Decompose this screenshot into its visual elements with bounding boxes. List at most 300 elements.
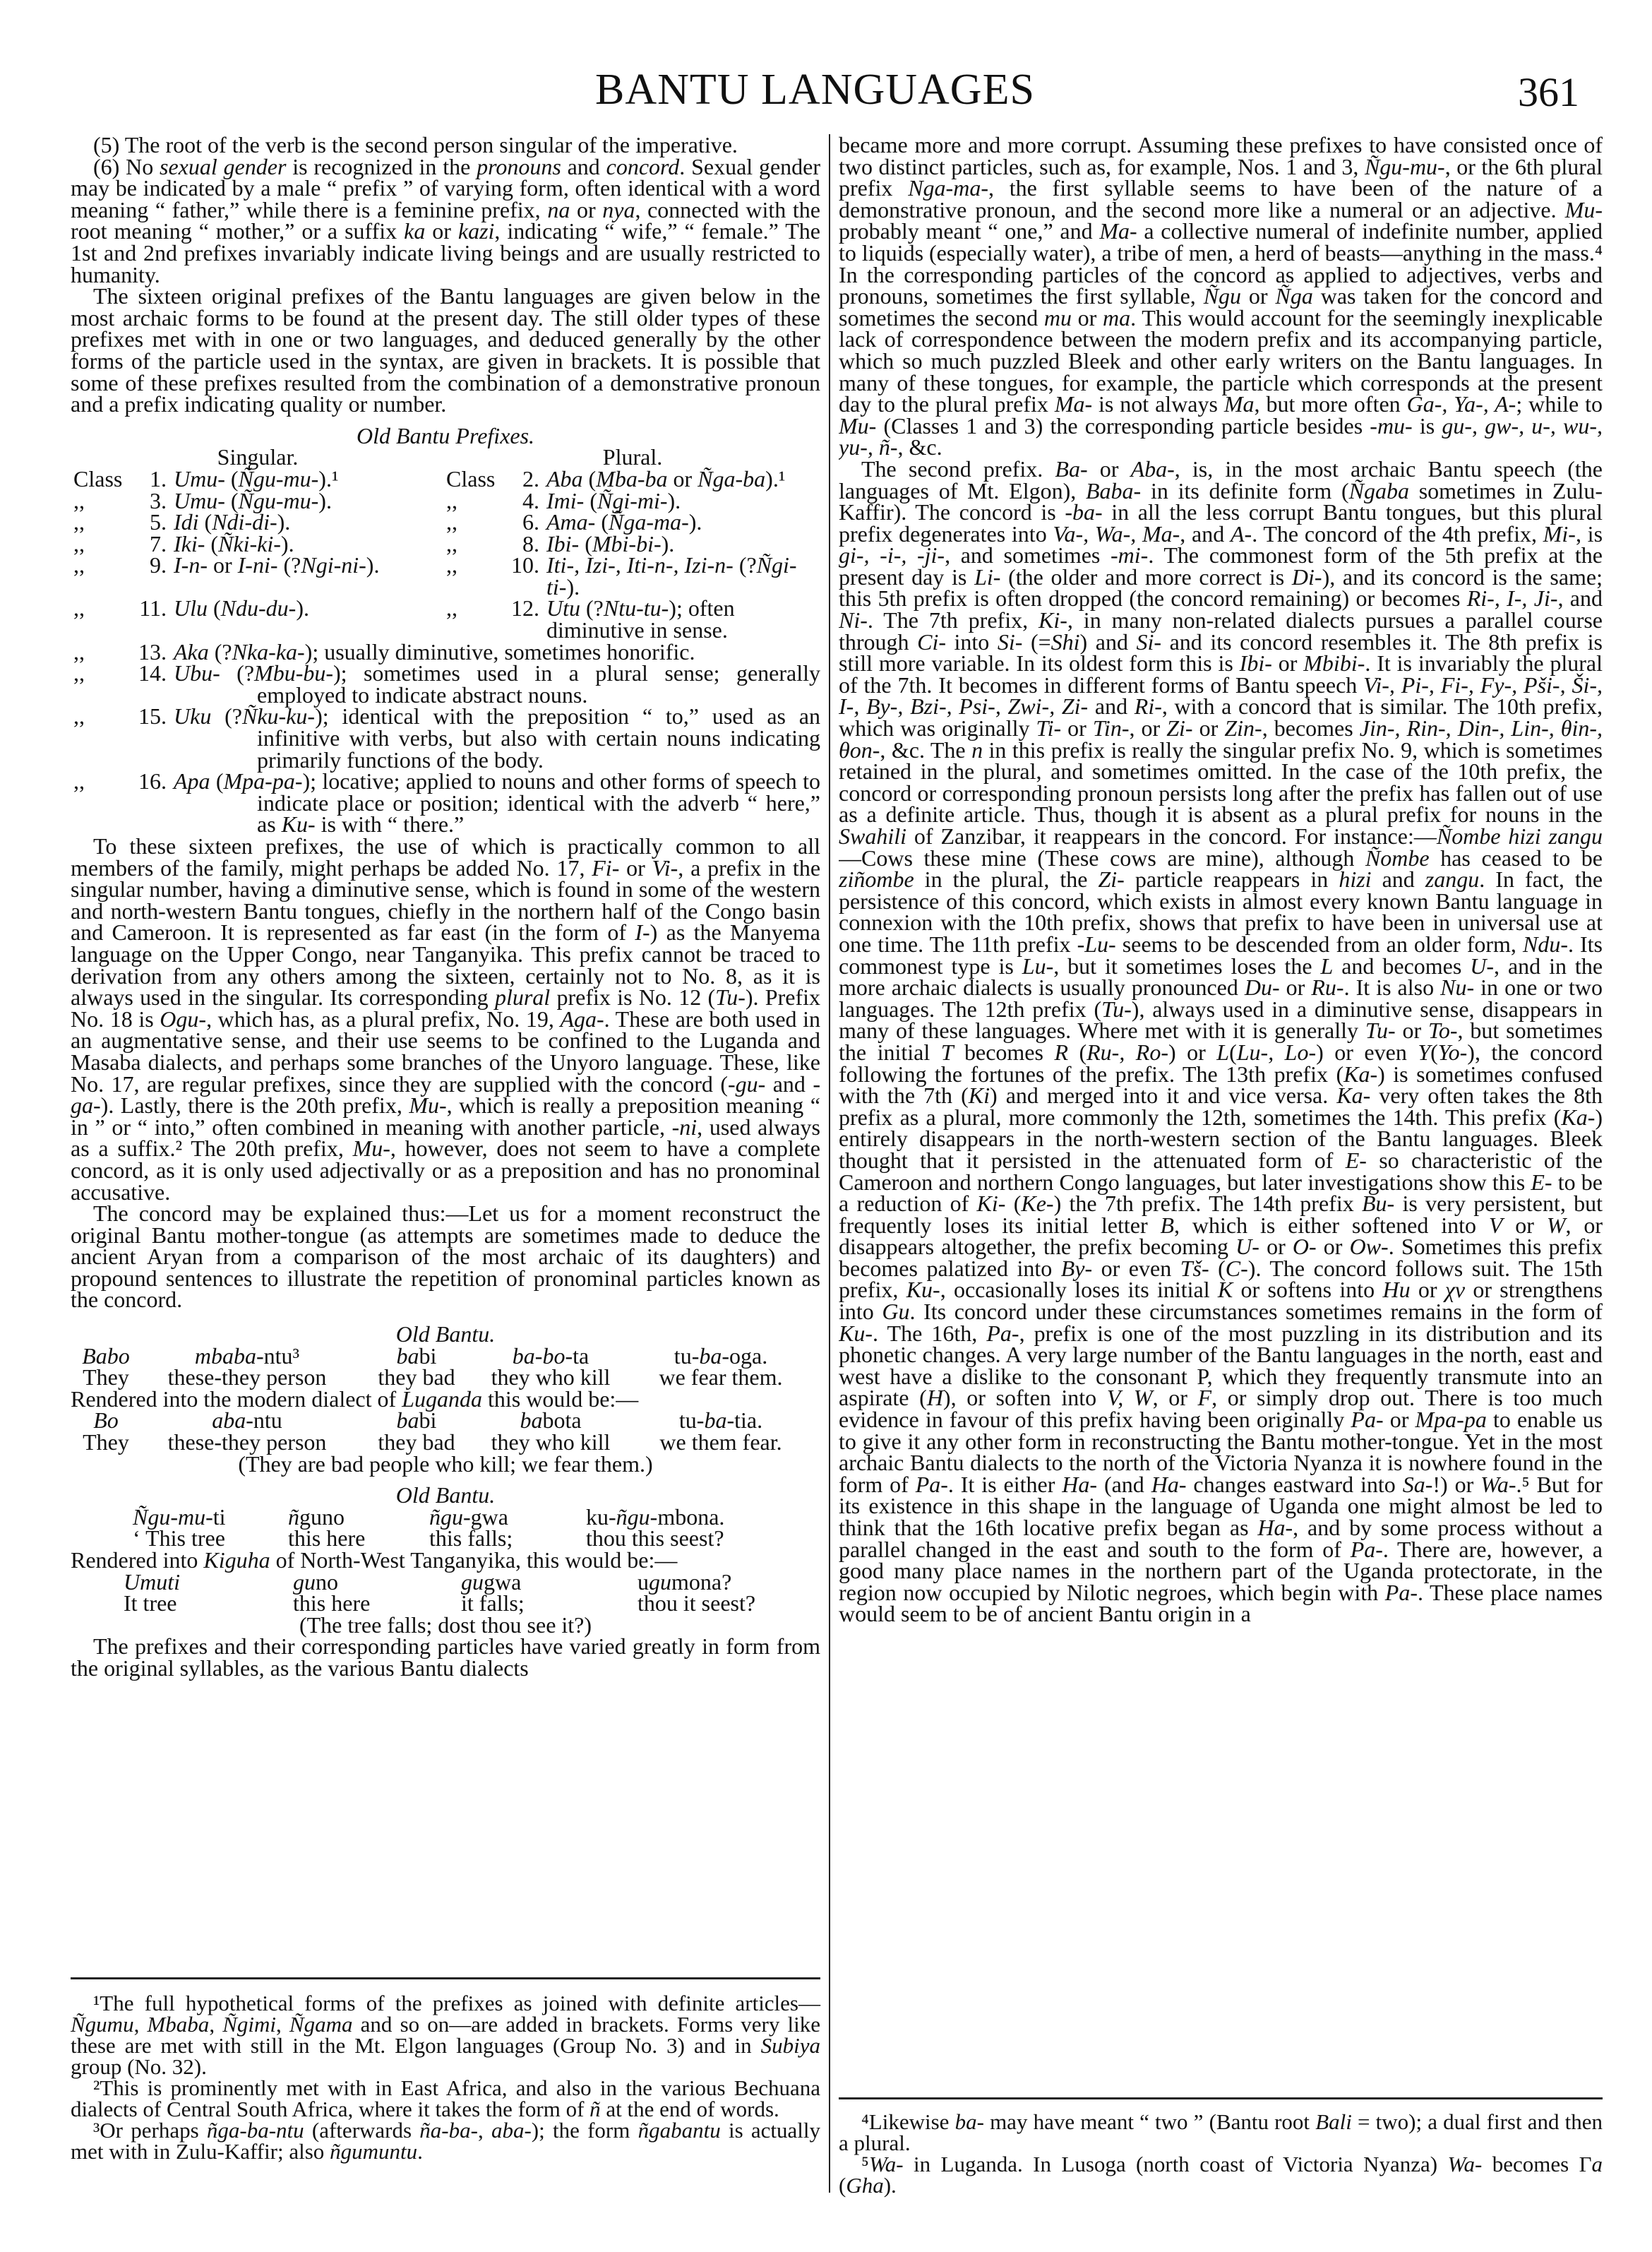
text-run: ) and [1079, 628, 1137, 655]
interlinear-word [71, 1342, 141, 1369]
text-run: or [425, 218, 458, 244]
interlinear-word [124, 1568, 293, 1595]
prefix-description [174, 768, 820, 838]
gloss-word: thou this seest? [586, 1525, 724, 1551]
italic-text: Ha- [1257, 1515, 1293, 1540]
italic-text: gu-, gw-, u-, wu-, yu-, ñ- [839, 412, 1603, 460]
gloss-word: we fear them. [659, 1364, 783, 1390]
prefix-description [174, 660, 820, 708]
italic-text: Ka- [1561, 1104, 1596, 1130]
class-label: ,, [73, 509, 85, 535]
text-run: (Classes 1 and 3) the corresponding particle besides [876, 412, 1370, 439]
text-run: , [133, 2012, 148, 2037]
paragraph [839, 455, 1603, 1627]
italic-text: Ngi-ni- [301, 552, 366, 578]
italic-text: Apa [174, 768, 210, 794]
italic-text: Zi- [1098, 866, 1125, 893]
italic-text: n [971, 737, 983, 763]
italic-text: Ma [1223, 391, 1255, 417]
spacer [71, 1527, 133, 1549]
text-run: ( [1229, 1039, 1237, 1065]
italic-text: Ma- [1099, 218, 1137, 244]
italic-text: Ñgu-mu- [238, 465, 319, 491]
text-run: .⁵ But for its existence in this shape in the language of Uganda one might almost be led to think that the 16th locative prefix began as [839, 1471, 1603, 1540]
text-run: . The commonest form of the 5th prefix at the present day is [839, 542, 1603, 590]
italic-text: Ki- [1039, 607, 1067, 633]
text-run: in Luganda. In Lusoga (north coast of Victoria Nyanza) [903, 2152, 1448, 2176]
text-run: into [945, 628, 998, 655]
italic-text: Mu- [352, 1136, 390, 1162]
class-number: 15. [138, 703, 167, 729]
text-run: -oga. [722, 1342, 768, 1369]
italic-text: V [1488, 1212, 1503, 1238]
text-run: ). [883, 2173, 897, 2198]
italic-text: Mba-ba [596, 465, 668, 491]
italic-text: ba [396, 1407, 419, 1434]
italic-text: a [1591, 2152, 1603, 2176]
text-run: ( [579, 530, 592, 556]
paragraph [71, 1633, 820, 1681]
text-run: , is [1575, 520, 1603, 547]
interlinear-word [638, 1568, 820, 1595]
italic-text: Ñku-ku- [242, 703, 316, 729]
italic-text: Umu- [174, 487, 225, 513]
gloss-word: They [83, 1429, 129, 1455]
italic-text: Babo [82, 1342, 130, 1369]
text-run: . There are, however, a good many place names in the northern part of the Uganda protectorate, in the region now occupied by Nilotic negroes, which begin with [839, 1536, 1603, 1605]
text-run: ) the 7th prefix. The 14th prefix [1053, 1191, 1362, 1217]
italic-text: E- [1531, 1169, 1552, 1195]
text-run: (afterwards [304, 2118, 420, 2143]
class-label: ,, [446, 509, 457, 535]
italic-text: C- [1225, 1255, 1248, 1281]
text-run: ( [1430, 1039, 1438, 1065]
text-run: Rendered into the modern dialect of [71, 1386, 402, 1412]
text-run: —Cows these mine (These cows are mine), although [839, 845, 1365, 871]
text-run: -ntu [246, 1407, 282, 1434]
text-run: bota [542, 1407, 582, 1434]
prefix-row [71, 511, 820, 533]
interlinear-word [293, 1568, 461, 1595]
italic-text: Ñki-ki- [218, 530, 281, 556]
italic-text: Di- [1291, 564, 1322, 590]
italic-text: Subiya [760, 2033, 820, 2058]
class-number: 5. [150, 509, 167, 535]
text-run: may have meant “ two ” (Bantu root [983, 2109, 1316, 2134]
text-run: , or [1129, 715, 1167, 741]
text-run: ; while to [1516, 391, 1603, 417]
text-run: ¹The full hypothetical forms of the prefixes as joined with definite articles— [93, 1991, 820, 2015]
example-translation: (They are bad people who kill; we fear them.) [238, 1450, 653, 1477]
italic-text: Ntu-tu- [603, 595, 669, 621]
footnote-2 [71, 2075, 820, 2121]
text-run: became more and more corrupt. Assuming these prefixes to have consisted once of two distinct particles, such as, for example, Nos. 1 and 3, [839, 134, 1603, 179]
class-label: ,, [73, 703, 85, 729]
interlinear-gloss [71, 1527, 820, 1549]
plural-prefix [546, 487, 820, 513]
text-run: ³Or perhaps [93, 2118, 207, 2143]
italic-text: ña-ba- [419, 2118, 478, 2143]
text-run: or [207, 552, 238, 578]
text-run: . Sometimes this prefix becomes palatized into [839, 1234, 1603, 1281]
italic-text: Iki- [174, 530, 205, 556]
italic-text: Ku- [281, 811, 316, 838]
class-number: 2. [522, 465, 539, 491]
text-run: , [477, 2118, 491, 2143]
text-run: . The 16th, [873, 1320, 987, 1346]
italic-text: To- [1428, 1018, 1458, 1044]
italic-text: ka [404, 218, 426, 244]
text-run: or [1383, 1407, 1415, 1433]
text-run: ). [688, 509, 702, 535]
text-run: , which is really a preposition meaning “ in ” or “ into,” often combined in meaning with another particle, [71, 1092, 820, 1140]
prefix-row [71, 597, 820, 641]
text-run: or [1316, 1234, 1350, 1260]
italic-text: Gha [846, 2173, 884, 2198]
paragraph [71, 285, 820, 415]
italic-text: aba [212, 1407, 246, 1434]
gloss-word: They [83, 1364, 129, 1390]
singular-label: Singular. [217, 444, 299, 470]
text-run: no [316, 1568, 338, 1595]
text-run: ) or [1168, 1039, 1217, 1065]
plural-prefix [546, 511, 820, 533]
italic-text: mu [1043, 304, 1072, 330]
italic-text: ba [699, 1342, 722, 1369]
italic-text: Tin- [1092, 715, 1130, 741]
text-run: ). Lastly, there is the 20th prefix, [100, 1092, 409, 1119]
italic-text: K [1217, 1277, 1233, 1303]
text-run: seems to be descended from an older form, [1115, 931, 1523, 957]
italic-text: I- [635, 919, 650, 946]
class-label: ,, [73, 487, 85, 513]
italic-text: Si- [1136, 628, 1162, 655]
text-run: . It is also [1343, 975, 1441, 1001]
class-label: ,, [73, 638, 85, 665]
interlinear-word [353, 1407, 480, 1434]
prefix-table [71, 422, 820, 838]
text-run: ( [225, 487, 239, 513]
italic-text: Ru-, Ro- [1087, 1039, 1169, 1065]
italic-text: bo [542, 1342, 565, 1369]
interlinear-word [141, 1342, 353, 1369]
interlinear-word [353, 1342, 480, 1369]
italic-text: Nu- [1440, 975, 1475, 1001]
text-run: and [561, 153, 606, 179]
interlinear-word [480, 1342, 621, 1369]
text-run: is actually met with in Zulu-Kaffir; also [71, 2118, 820, 2164]
example-intro [71, 1549, 820, 1571]
gloss-word: this here [293, 1590, 371, 1616]
footnotes-left [71, 1993, 820, 2162]
italic-text: Aba- [1130, 455, 1175, 482]
italic-text: Pa- [1351, 1407, 1384, 1433]
interlinear-word [288, 1503, 429, 1530]
italic-text: Ñgama [289, 2012, 353, 2037]
example-old-bantu-2 [71, 1484, 820, 1636]
italic-text: Zin- [1224, 715, 1262, 741]
italic-text: ñgu [616, 1503, 650, 1530]
text-run: of North-West Tanganyika, this would be:— [270, 1547, 678, 1573]
italic-text: Aka [174, 638, 209, 665]
class-label: Class [446, 465, 496, 491]
text-run: probably meant “ one,” and [839, 218, 1100, 244]
italic-text: Fi- [592, 854, 620, 881]
text-run: to be a reduction of [839, 1169, 1603, 1217]
text-run: or softens into [1233, 1277, 1383, 1303]
text-run: (? [580, 595, 604, 621]
italic-text: gi-, -i-, -ji- [839, 542, 945, 568]
italic-text: nya [602, 196, 635, 222]
text-run: , which is either softened into [1174, 1212, 1489, 1238]
italic-text: sexual gender [160, 153, 287, 179]
italic-text: Va-, Wa-, Ma- [1053, 520, 1180, 547]
text-run: or [570, 196, 603, 222]
italic-text: R [1054, 1039, 1068, 1065]
text-run: . This would account for the seemingly inexplicable lack of correspondence between the modern prefix and its accompanying particle, which so much puzzled Bleek and other early writers on the Bantu languages. In many of these tongues, for example, the particle which corresponds at the present day to the plural prefix [839, 304, 1603, 417]
text-run: mona? [671, 1568, 732, 1595]
right-column [839, 134, 1603, 2090]
class-number: 13. [138, 638, 167, 665]
plural-prefix [546, 530, 820, 556]
text-run: in its definite form ( [1141, 477, 1349, 504]
text-run: , [276, 2012, 289, 2037]
text-run: , or [1152, 1385, 1198, 1411]
italic-text: Kiguha [203, 1547, 270, 1573]
prefix-description [174, 703, 820, 773]
italic-text: Swahili [839, 823, 907, 849]
example-intro [71, 1388, 820, 1410]
text-run: or [1071, 304, 1103, 330]
class-number: 14. [138, 660, 167, 686]
singular-prefix [174, 554, 443, 597]
text-run: , or the 6th plural prefix [839, 153, 1603, 201]
page-number: 361 [1518, 69, 1579, 115]
text-run: , [209, 2012, 223, 2037]
text-run: ). [566, 573, 580, 600]
text-run: sometimes in Zulu-Kaffir). The concord is [839, 477, 1603, 525]
text-run: , connected with the root meaning “ mother,” or a suffix [71, 196, 820, 244]
gloss-word: this here [288, 1525, 366, 1551]
text-run: and [1088, 693, 1135, 720]
gloss-word: thou it seest? [638, 1590, 756, 1616]
italic-text: Ki- [976, 1191, 1006, 1217]
italic-text: U- [1470, 953, 1495, 979]
text-run: , but sometimes the initial [839, 1018, 1603, 1065]
text-run: ). [667, 487, 681, 513]
italic-text: Vi- [652, 854, 678, 881]
italic-text: -ga- [71, 1071, 820, 1119]
italic-text: Ndu- [1522, 931, 1568, 957]
text-run: , or disappears altogether, the prefix becoming [839, 1212, 1603, 1260]
text-run: , or simply drop out. There is too much evidence in favour of this prefix having been originally [839, 1385, 1603, 1433]
italic-text: Mbaba [147, 2012, 210, 2037]
interlinear-modern-gloss [71, 1431, 820, 1453]
text-run: and its concord resembles it. The 8th prefix is still more variable. In its oldest form this is [839, 628, 1603, 677]
italic-text: Mu- [839, 412, 877, 439]
italic-text: Ri- [1134, 693, 1162, 720]
singular-prefix [174, 487, 443, 513]
italic-text: H [926, 1385, 943, 1411]
text-run: is recognized in the [286, 153, 477, 179]
text-run: , becomes [1262, 715, 1360, 741]
text-run: is with “ there.” [315, 811, 465, 838]
paragraph [71, 134, 820, 156]
footnote-5 [839, 2154, 1603, 2196]
text-run: becomes Γ [1482, 2152, 1592, 2176]
italic-text: ñ [288, 1503, 299, 1530]
text-run: or even [1092, 1255, 1180, 1281]
paragraph [839, 134, 1603, 458]
italic-text: Ñgaba [1348, 477, 1409, 504]
text-run: , and sometimes [945, 542, 1111, 568]
text-run: , and [1180, 520, 1231, 547]
class-number: 1. [150, 465, 167, 491]
interlinear-word [133, 1503, 288, 1530]
text-run: , which has, as a plural prefix, No. 19, [206, 1006, 561, 1032]
class-number: 7. [150, 530, 167, 556]
class-label: ,, [446, 530, 457, 556]
italic-text: χv [1444, 1277, 1466, 1303]
italic-text: Jin-, Rin-, Din-, Lin-, θin-, θon- [839, 715, 1603, 763]
text-run: or [667, 465, 698, 491]
italic-text: L [1320, 953, 1334, 979]
text-run: or [1395, 1018, 1428, 1044]
italic-text: Iti-, Izi-, Iti-n-, Izi-n- [546, 552, 734, 578]
gloss-word: these-they person [167, 1429, 327, 1455]
text-run: ). [318, 487, 332, 513]
example-old-bantu-1 [71, 1321, 820, 1477]
italic-text: ñgabantu [638, 2118, 721, 2143]
italic-text: ziñombe [839, 866, 914, 893]
text-run: ( [205, 530, 219, 556]
footnote-rule [71, 1977, 820, 1979]
italic-text: Mpa-pa [1415, 1407, 1487, 1433]
left-column [71, 134, 820, 1970]
class-number: 6. [522, 509, 539, 535]
italic-text: Ku- [906, 1277, 940, 1303]
text-run: ( [1005, 1191, 1022, 1217]
interlinear-gloss [71, 1366, 820, 1388]
text-run: . It is invariably the plural of the 7th. It becomes in different forms of Bantu speech [839, 650, 1603, 698]
interlinear-modern [71, 1568, 820, 1595]
text-run: (6) No [93, 153, 160, 179]
italic-text: zangu [1425, 866, 1480, 893]
italic-text: Ñombe hizi zangu [1436, 823, 1603, 849]
text-run: . The 7th prefix, [867, 607, 1039, 633]
italic-text: Ulu [174, 595, 208, 621]
text-run: -tia. [726, 1407, 763, 1434]
gloss-word: they bad [378, 1429, 455, 1455]
italic-text: Ibi- [546, 530, 580, 556]
italic-text: Mbi-bi- [592, 530, 662, 556]
italic-text: Lu- [1022, 953, 1054, 979]
text-run: gwa [484, 1568, 522, 1595]
italic-text: -Lu- [1077, 931, 1116, 957]
text-run: ). [661, 530, 675, 556]
text-run: -mbona. [650, 1503, 725, 1530]
text-run: , prefix is one of the most puzzling in its distribution and its phonetic changes. A very large number of the Bantu languages in the north, east and west have a dislike to the consonant P, which they frequently transmute into an aspirate ( [839, 1320, 1603, 1411]
text-run: ); locative; applied to nouns and other forms of speech to indicate place or position; identical with the adverb “ here,” as [257, 768, 820, 838]
text-run: and so on—are added in brackets. Forms very like these are met with still in the Mt. Elgon languages (Group No. 3) and in [71, 2012, 821, 2058]
text-run: or [1279, 975, 1312, 1001]
italic-text: Ñga-ma- [608, 509, 689, 535]
text-run: , &c. [897, 434, 942, 460]
prefix-table-heading: Old Bantu Prefixes. [356, 422, 535, 448]
footnote-rule [839, 2097, 1603, 2099]
full-rows [71, 638, 820, 838]
italic-text: Ma- [1054, 391, 1093, 417]
text-run: ) entirely disappears in the north-western section of the Bantu languages. Bleek thought that it persisted in the attenuated form of [839, 1104, 1603, 1173]
class-label: ,, [446, 487, 457, 513]
italic-text: Lu-, Lo- [1236, 1039, 1317, 1065]
text-run: , a prefix in the singular number, having a diminutive sense, which is found in some of the western and north-western Bantu tongues, chiefly in the northern half of the Congo basin and Cameroon. It is represented as far east (in the form of [71, 854, 820, 946]
italic-text: Luganda [402, 1386, 482, 1412]
class-label: ,, [73, 530, 85, 556]
text-run: The sixteen original prefixes of the Bantu languages are given below in the most archaic forms to be found at the present day. The still older types of these prefixes met with in one or two languages, and deduced generally by the other forms of the particle used in the syntax, are given in brackets. It is possible that some of these prefixes resulted from the combination of a demonstrative pronoun and a prefix indicating quality or number. [71, 283, 820, 417]
text-run: so characteristic of the Cameroon and northern Congo languages, but later investigations show this [839, 1147, 1603, 1195]
text-run: (the older and more correct is [1000, 564, 1292, 590]
prefix-row [71, 660, 820, 708]
italic-text: Ñgu-mu- [238, 487, 319, 513]
text-run: ( [210, 768, 224, 794]
text-run: . These place names would seem to be of ancient Bantu origin in a [839, 1579, 1603, 1627]
italic-text: V, W [1106, 1385, 1153, 1411]
text-run: ( [198, 509, 213, 535]
text-run: . In fact, the persistence of this concord, which exists in almost every known Bantu language in connexion with the 10th prefix, shows that prefix to have been in universal use at one time. The 11th prefix [839, 866, 1603, 957]
text-run: (? [211, 703, 242, 729]
text-run: bi [419, 1407, 437, 1434]
italic-text: Ci- [917, 628, 946, 655]
text-run: ). [296, 595, 309, 621]
italic-text: Imi- [546, 487, 585, 513]
text-run: in one or two languages. The 12th prefix ( [839, 975, 1603, 1022]
italic-text: ñgumuntu [330, 2139, 418, 2164]
italic-text: Mi- [1543, 520, 1576, 547]
text-run: . Its commonest type is [839, 931, 1603, 979]
italic-text: Mpa-pa- [223, 768, 303, 794]
plural-prefix [546, 465, 820, 491]
italic-text: Ru- [1311, 975, 1344, 1001]
class-label: ,, [446, 552, 457, 578]
paragraph [71, 153, 820, 287]
text-run: ) or even [1316, 1039, 1418, 1065]
text-run: -gwa [463, 1503, 508, 1530]
italic-text: mbaba [194, 1342, 256, 1369]
class-number: 3. [150, 487, 167, 513]
text-run: in this prefix is really the singular prefix No. 9, which is sometimes retained in the plural, and sometimes omitted. In the case of the 10th prefix, the concord or corresponding pronoun persists long after the prefix has fallen out of use as a definite article. Thus, though it is absent as a plural prefix for nouns in the [839, 737, 1603, 828]
italic-text: -ba- [1065, 499, 1103, 525]
text-run: , and in the more archaic dialects is usually pronounced [839, 953, 1603, 1001]
class-label: ,, [73, 552, 85, 578]
italic-text: Ñgimi [222, 2012, 277, 2037]
italic-text: Ndi-di- [212, 509, 277, 535]
text-run: ⁵ [861, 2152, 869, 2176]
italic-text: Ama- [546, 509, 596, 535]
italic-text: aba- [491, 2118, 532, 2143]
text-run: , indicating “ wife,” “ female.” The 1st and 2nd prefixes invariably indicate living beings and are usually restricted to humanity. [71, 218, 820, 287]
italic-text: Tu- [1365, 1018, 1396, 1044]
italic-text: W [1546, 1212, 1566, 1238]
italic-text: Aga- [560, 1006, 604, 1032]
italic-text: Aba [546, 465, 583, 491]
example-heading: Old Bantu. [395, 1321, 496, 1347]
italic-text: Wa- [1480, 1471, 1516, 1497]
class-label: Class [73, 465, 123, 491]
italic-text: Ñga-ba [698, 465, 766, 491]
italic-text: Ñgu [1203, 283, 1242, 309]
italic-text: I-ni- [237, 552, 278, 578]
